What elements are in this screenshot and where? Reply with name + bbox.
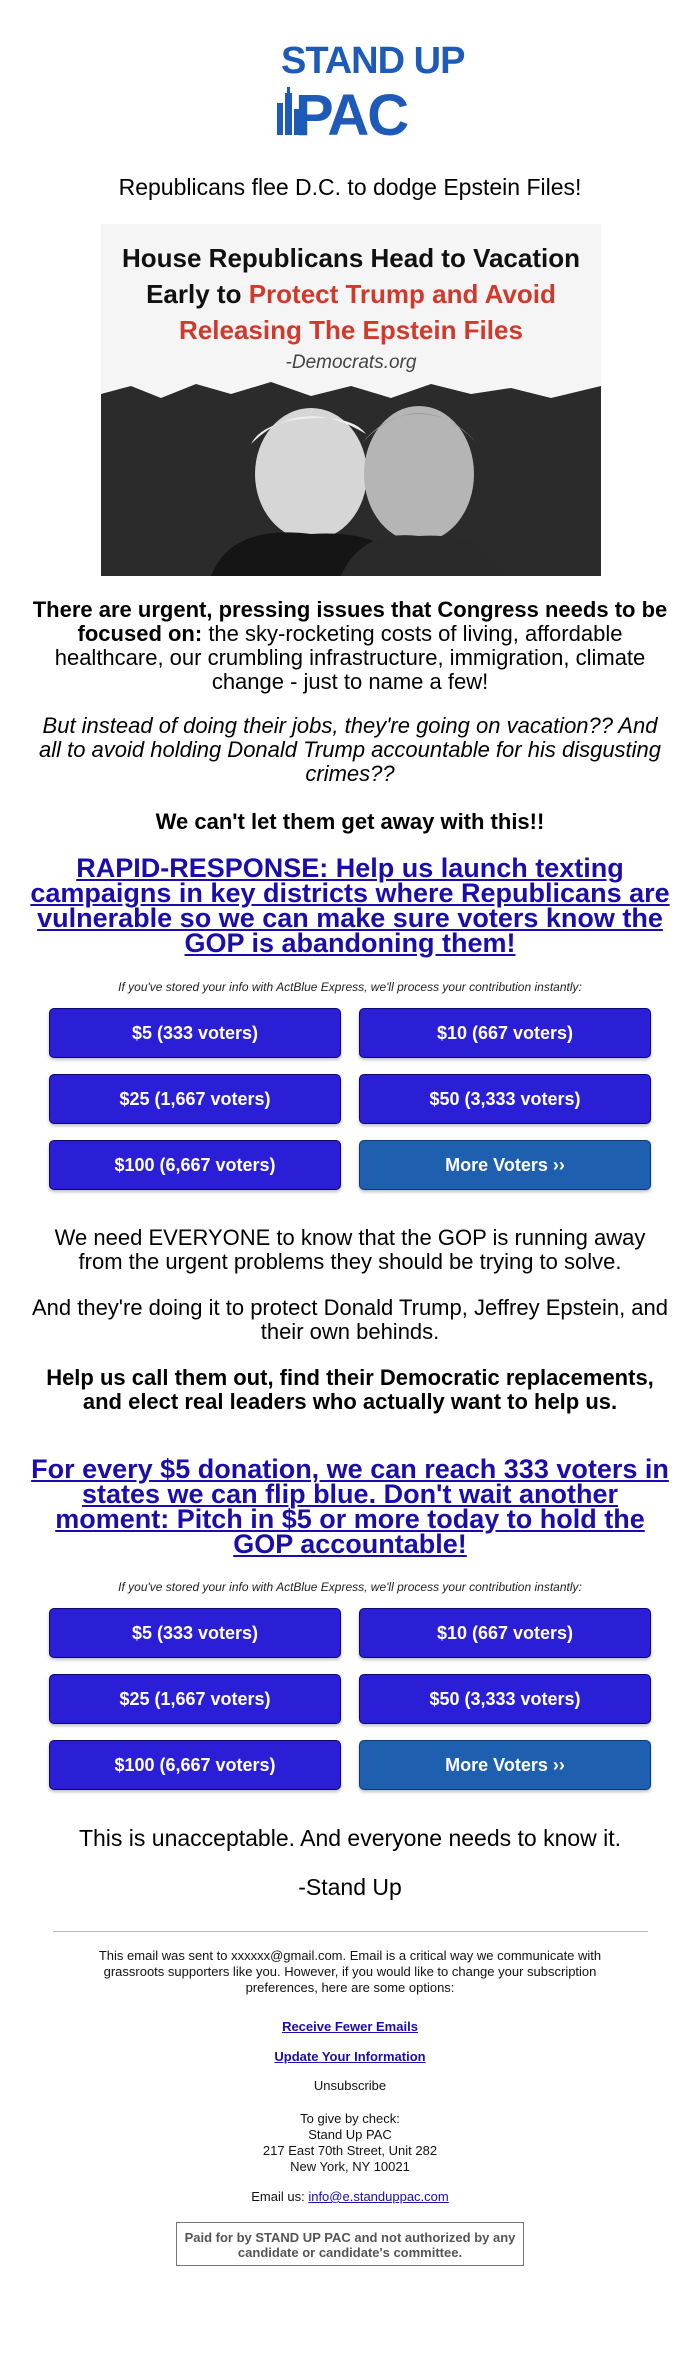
logo-line2: PAC: [295, 83, 408, 148]
check-street: 217 East 70th Street, Unit 282: [262, 2143, 438, 2158]
donate-50-button[interactable]: $50 (3,333 voters): [359, 1674, 651, 1724]
footer-email-line: [70, 2189, 630, 2205]
logo-line1: STAND UP: [281, 40, 465, 82]
check-org: Stand Up PAC: [308, 2127, 392, 2142]
five-dollar-link[interactable]: For every $5 donation, we can reach 333 voters in states we can flip blue. Don't wait another moment: Pitch in $5 or more today to hold the GOP accountable!: [31, 1454, 669, 1559]
headline: Republicans flee D.C. to dodge Epstein Files!: [118, 174, 582, 200]
portrait-photo: [101, 364, 601, 576]
actblue-note: If you've stored your info with ActBlue Express, we'll process your contribution instantly:: [118, 980, 582, 994]
urgent-issues-rest: the sky-rocketing costs of living, affordable healthcare, our crumbling infrastructure, immigration, climate change - just to name a few!: [54, 621, 646, 694]
hero-title-line1: House Republicans Head to Vacation: [122, 243, 580, 273]
donate-5-button[interactable]: $5 (333 voters): [49, 1608, 341, 1658]
footer-divider: [53, 1931, 648, 1932]
donate-100-button[interactable]: $100 (6,667 voters): [49, 1140, 341, 1190]
donate-5-button[interactable]: $5 (333 voters): [49, 1008, 341, 1058]
actblue-note-2: If you've stored your info with ActBlue Express, we'll process your contribution instantly:: [118, 1580, 582, 1594]
check-city: New York, NY 10021: [290, 2159, 410, 2174]
email-link[interactable]: info@e.standuppac.com: [308, 2189, 449, 2204]
paragraph-unacceptable: This is unacceptable. And everyone needs to know it.: [78, 1825, 622, 1851]
unsubscribe-link[interactable]: Unsubscribe: [313, 2078, 387, 2093]
hero-title: [101, 240, 601, 348]
donate-100-button[interactable]: $100 (6,667 voters): [49, 1740, 341, 1790]
paragraph-vacation: But instead of doing their jobs, they're going on vacation?? And all to avoid holding Donald Trump accountable for his disgusting crimes??: [38, 713, 662, 786]
check-label: To give by check:: [300, 2111, 400, 2126]
rapid-response-link[interactable]: RAPID-RESPONSE: Help us launch texting campaigns in key districts where Republicans are vulnerable so we can make sure voters know the GOP is abandoning them!: [30, 853, 670, 958]
more-voters-button[interactable]: More Voters ››: [359, 1140, 651, 1190]
paragraph-call-them-out: Help us call them out, find their Democratic replacements, and elect real leaders who actually want to help us.: [46, 1365, 654, 1414]
donate-25-button[interactable]: $25 (1,667 voters): [49, 1074, 341, 1124]
footer-sent-to: This email was sent to xxxxxx@gmail.com. Email is a critical way we communicate with grassroots supporters like you. However, if you would like to change your subscription preferences, here are some options:: [98, 1948, 602, 1995]
hero-title-line2-red: Protect Trump and Avoid: [248, 279, 556, 309]
donate-10-button[interactable]: $10 (667 voters): [359, 1008, 651, 1058]
hero-credit: -Democrats.org: [285, 352, 417, 373]
paragraph-urgent-issues: [30, 598, 670, 694]
urgent-issues-lead: There are urgent, pressing issues that Congress needs to be focused on:: [32, 597, 668, 646]
paragraph-protect: And they're doing it to protect Donald Trump, Jeffrey Epstein, and their own behinds.: [31, 1295, 669, 1344]
update-information-link[interactable]: Update Your Information: [274, 2049, 426, 2064]
donate-10-button[interactable]: $10 (667 voters): [359, 1608, 651, 1658]
hero-image: [101, 224, 601, 576]
hero-title-line2-black: Early to: [146, 279, 249, 309]
paragraph-everyone: We need EVERYONE to know that the GOP is running away from the urgent problems they should be trying to solve.: [54, 1225, 646, 1274]
signoff: -Stand Up: [298, 1874, 402, 1900]
paragraph-cant-let: We can't let them get away with this!!: [155, 809, 545, 834]
paid-for-disclaimer: Paid for by STAND UP PAC and not authorized by any candidate or candidate's committee.: [176, 2222, 524, 2266]
email-label: Email us:: [251, 2189, 309, 2204]
more-voters-button[interactable]: More Voters ››: [359, 1740, 651, 1790]
donate-25-button[interactable]: $25 (1,667 voters): [49, 1674, 341, 1724]
hero-title-line3-red: Releasing The Epstein Files: [179, 315, 523, 345]
receive-fewer-emails-link[interactable]: Receive Fewer Emails: [282, 2019, 418, 2034]
donate-50-button[interactable]: $50 (3,333 voters): [359, 1074, 651, 1124]
stand-up-pac-logo: [275, 40, 465, 148]
